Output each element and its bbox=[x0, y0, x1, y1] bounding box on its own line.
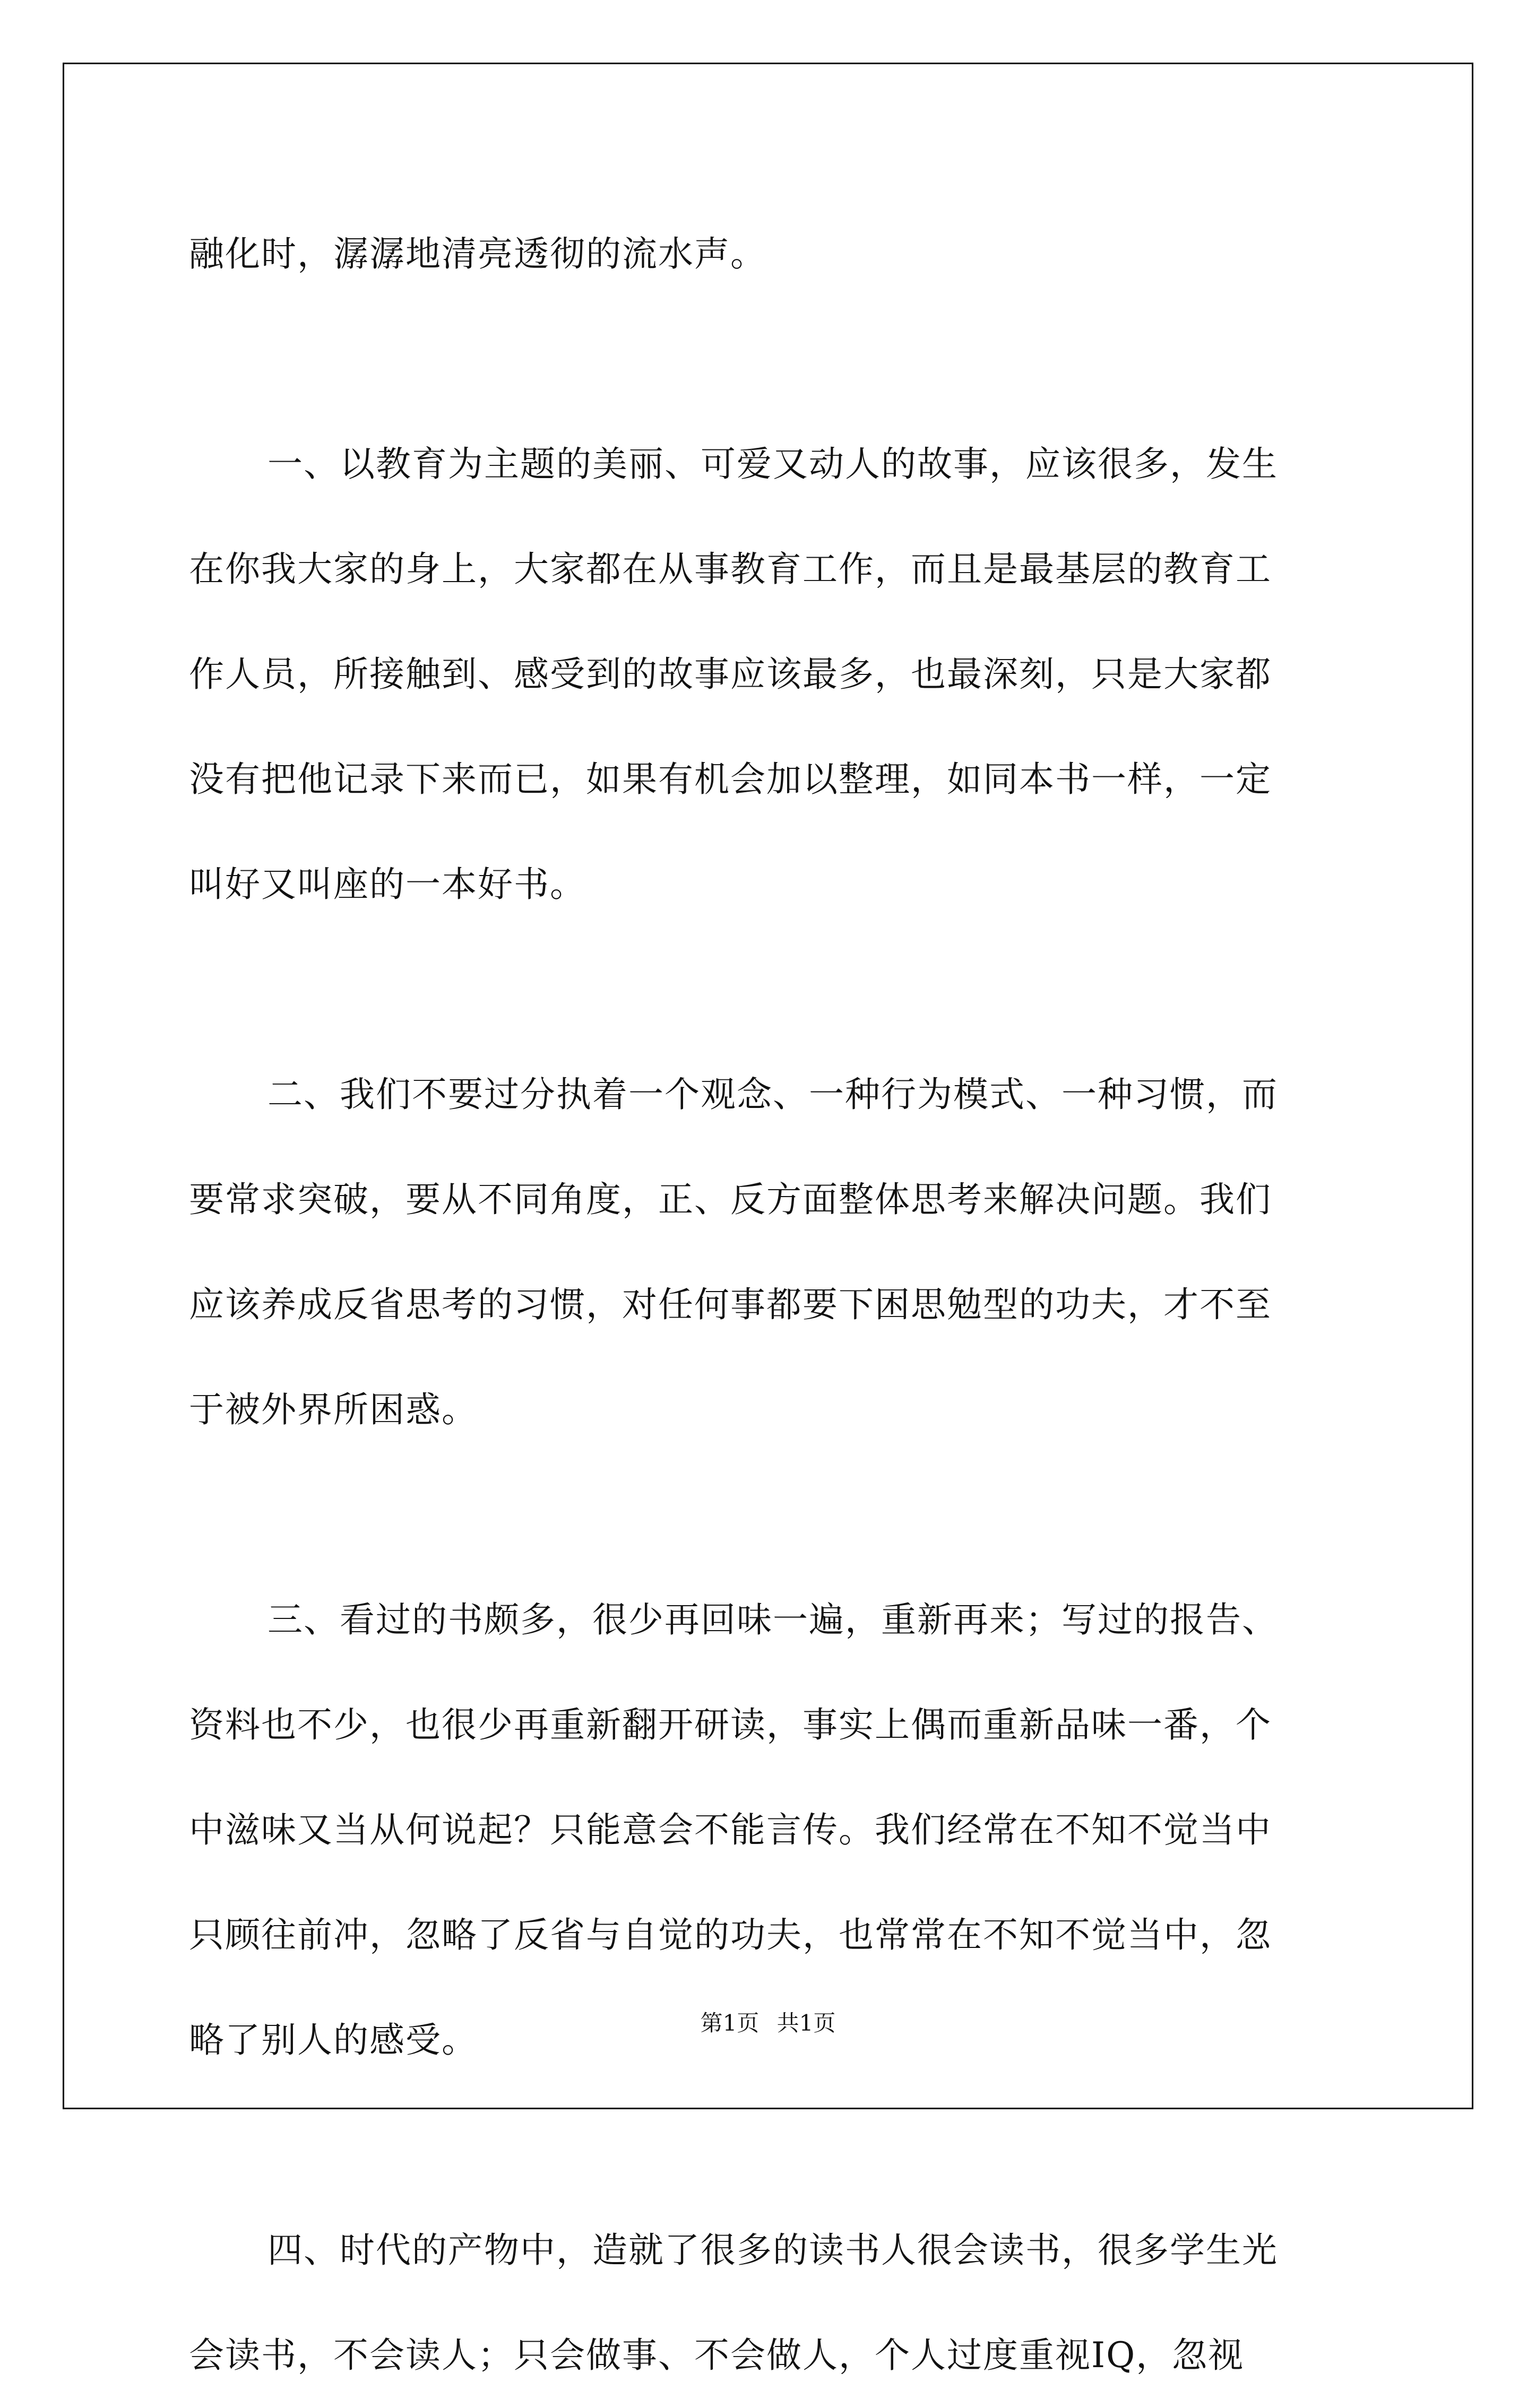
text-line: 会读书，不会读人；只会做事、不会做人，个人过度重视IQ，忽视 bbox=[189, 2335, 1245, 2376]
page-footer bbox=[0, 2006, 1536, 2038]
text-line: 应该养成反省思考的习惯，对任何事都要下困思勉型的功夫，才不至 bbox=[189, 1284, 1272, 1325]
document-body bbox=[189, 202, 1351, 2408]
text-line: 四、时代的产物中，造就了很多的读书人很会读书，很多学生光 bbox=[267, 2230, 1278, 2271]
text-line: 一、以教育为主题的美丽、可爱又动人的故事，应该很多，发生 bbox=[267, 444, 1278, 484]
text-line: 作人员，所接触到、感受到的故事应该最多，也最深刻，只是大家都 bbox=[189, 654, 1272, 695]
page-total: 共1页 bbox=[776, 2010, 836, 2036]
blank-line bbox=[189, 2093, 1351, 2198]
text-line: 要常求突破，要从不同角度，正、反方面整体思考来解决问题。我们 bbox=[189, 1179, 1272, 1220]
text-line: 二、我们不要过分执着一个观念、一种行为模式、一种习惯，而 bbox=[267, 1074, 1278, 1115]
text-line: 融化时，潺潺地清亮透彻的流水声。 bbox=[189, 233, 766, 274]
text-line: 中滋味又当从何说起？只能意会不能言传。我们经常在不知不觉当中 bbox=[189, 1809, 1272, 1850]
blank-line bbox=[189, 1462, 1351, 1567]
page-number: 第1页 bbox=[700, 2010, 760, 2036]
blank-line bbox=[189, 937, 1351, 1042]
text-line: 三、看过的书颇多，很少再回味一遍，重新再来；写过的报告、 bbox=[267, 1599, 1278, 1640]
text-line: 资料也不少，也很少再重新翻开研读，事实上偶而重新品味一番，个 bbox=[189, 1704, 1272, 1745]
blank-line bbox=[189, 307, 1351, 412]
text-line: 只顾往前冲，忽略了反省与自觉的功夫，也常常在不知不觉当中，忽 bbox=[189, 1915, 1272, 1955]
text-line: 略了别人的感受。 bbox=[189, 2020, 478, 2060]
text-line: 叫好又叫座的一本好书。 bbox=[189, 864, 586, 905]
text-line: 在你我大家的身上，大家都在从事教育工作，而且是最基层的教育工 bbox=[189, 549, 1272, 590]
text-line: 于被外界所困惑。 bbox=[189, 1389, 478, 1430]
text-line: 没有把他记录下来而已，如果有机会加以整理，如同本书一样，一定 bbox=[189, 759, 1272, 800]
